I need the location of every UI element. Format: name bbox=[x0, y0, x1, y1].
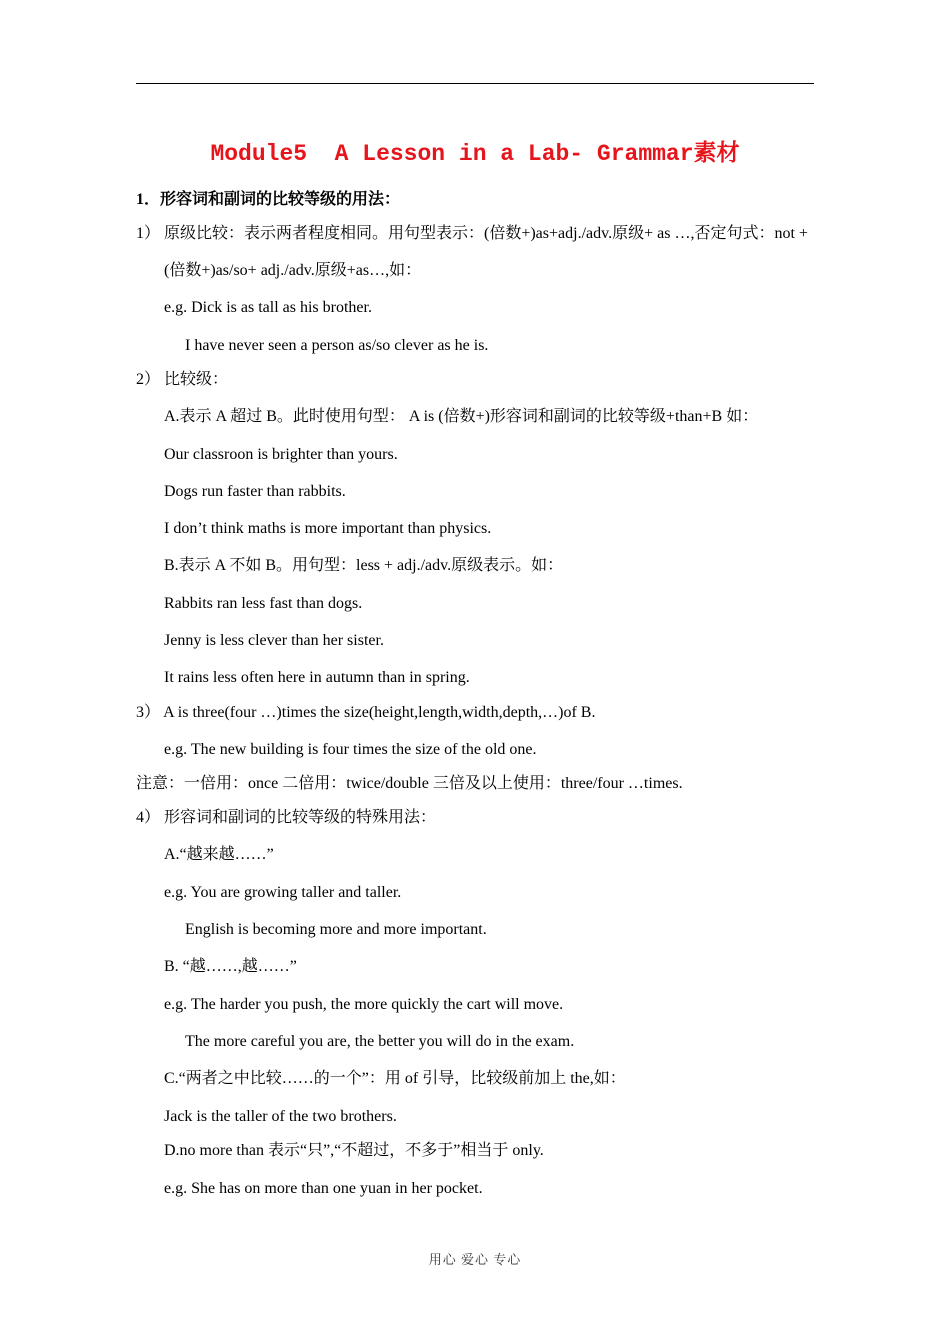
example-line: I don’t think maths is more important than physics. bbox=[164, 520, 492, 537]
paragraph-line: B.表示 A 不如 B。用句型：less + adj./adv.原级表示。如： bbox=[164, 557, 564, 574]
example-line: Rabbits ran less fast than dogs. bbox=[164, 595, 363, 612]
example-line: Jack is the taller of the two brothers. bbox=[164, 1108, 397, 1125]
example-line: English is becoming more and more important. bbox=[185, 921, 487, 938]
paragraph-line: B. “越……,越……” bbox=[164, 958, 297, 975]
example-line: e.g. The harder you push, the more quickly the cart will move. bbox=[164, 996, 564, 1013]
example-line: It rains less often here in autumn than in spring. bbox=[164, 669, 470, 686]
example-line: e.g. She has on more than one yuan in her pocket. bbox=[164, 1180, 483, 1197]
section-heading: 1．形容词和副词的比较等级的用法： bbox=[136, 191, 401, 208]
page-footer: 用心 爱心 专心 bbox=[428, 1252, 522, 1267]
header-rule bbox=[136, 83, 814, 84]
example-line: Jenny is less clever than her sister. bbox=[164, 632, 384, 649]
paragraph-line: 2） 比较级： bbox=[136, 371, 229, 388]
example-line: The more careful you are, the better you will do in the exam. bbox=[185, 1033, 575, 1050]
paragraph-line: (倍数+)as/so+ adj./adv.原级+as…,如： bbox=[164, 262, 422, 279]
example-line: Dogs run faster than rabbits. bbox=[164, 483, 346, 500]
note-line: 注意：一倍用：once 二倍用：twice/double 三倍及以上使用：three/four …times. bbox=[136, 775, 683, 792]
paragraph-line: A.表示 A 超过 B。此时使用句型： A is (倍数+)形容词和副词的比较等级+than+B 如： bbox=[164, 408, 759, 425]
example-line: e.g. Dick is as tall as his brother. bbox=[164, 299, 372, 316]
paragraph-line: A.“越来越……” bbox=[164, 846, 274, 863]
example-line: e.g. The new building is four times the size of the old one. bbox=[164, 741, 537, 758]
page-title: Module5 A Lesson in a Lab- Grammar素材 bbox=[210, 141, 740, 167]
paragraph-line: 1） 原级比较：表示两者程度相同。用句型表示：(倍数+)as+adj./adv.原级+ as …,否定句式：not + bbox=[136, 225, 808, 242]
paragraph-line: C.“两者之中比较……的一个”：用 of 引导，比较级前加上 the,如： bbox=[164, 1070, 626, 1087]
paragraph-line: D.no more than 表示“只”,“不超过，不多于”相当于 only. bbox=[164, 1142, 544, 1159]
example-line: Our classroon is brighter than yours. bbox=[164, 446, 398, 463]
example-line: e.g. You are growing taller and taller. bbox=[164, 884, 402, 901]
paragraph-line: 4） 形容词和副词的比较等级的特殊用法： bbox=[136, 809, 437, 826]
paragraph-line: 3） A is three(four …)times the size(height,length,width,depth,…)of B. bbox=[136, 704, 596, 721]
example-line: I have never seen a person as/so clever as he is. bbox=[185, 337, 489, 354]
